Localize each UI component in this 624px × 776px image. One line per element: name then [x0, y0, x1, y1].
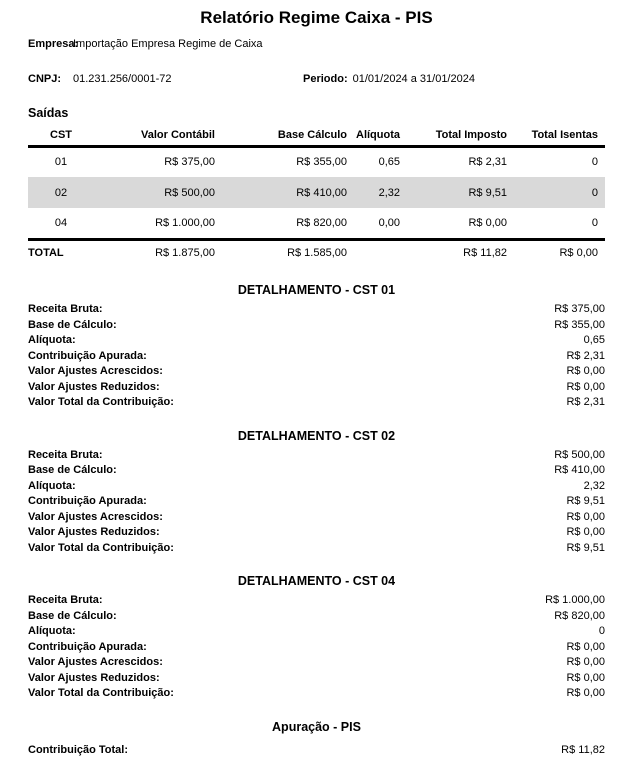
- cell-base-calculo: R$ 410,00: [296, 186, 347, 199]
- column-header-total-isentas: Total Isentas: [531, 129, 598, 142]
- cell-valor-contabil: R$ 500,00: [164, 186, 215, 199]
- cell-base-calculo: R$ 820,00: [296, 216, 347, 229]
- cell-total-isentas: 0: [591, 186, 598, 199]
- detail-line: [28, 655, 605, 671]
- cnpj-label: CNPJ:: [28, 73, 62, 85]
- detail-line: [28, 624, 605, 640]
- table-row-cst-02: [28, 177, 605, 208]
- total-label: TOTAL: [28, 246, 64, 259]
- detail-item-value: R$ 500,00: [554, 448, 605, 461]
- detail-line: [28, 743, 605, 759]
- detail-item-value: 2,32: [583, 479, 605, 492]
- detail-item-label: Alíquota:: [28, 625, 76, 637]
- detail-item-value: R$ 2,31: [566, 349, 605, 362]
- table-row-cst-01: [28, 146, 605, 177]
- detail-item-value: R$ 0,00: [566, 656, 605, 668]
- detail-item-value: R$ 11,82: [561, 743, 605, 756]
- detail-item-label: Valor Ajustes Acrescidos:: [28, 656, 163, 668]
- apuracao-heading: Apuração - PIS: [272, 719, 361, 734]
- periodo-value: 01/01/2024 a 31/01/2024: [352, 73, 475, 85]
- detail-line: [28, 302, 605, 318]
- detail-item-label: Receita Bruta:: [28, 303, 103, 315]
- apuracao-section: [28, 720, 605, 759]
- detail-item-value: 0,65: [583, 334, 605, 346]
- detail-item-value: R$ 9,51: [566, 541, 605, 554]
- detail-item-label: Contribuição Apurada:: [28, 495, 147, 507]
- detail-item-value: R$ 410,00: [554, 464, 605, 476]
- detail-item-label: Valor Total da Contribuição:: [28, 541, 174, 554]
- cnpj-periodo-row: [28, 72, 605, 86]
- detail-section-heading: DETALHAMENTO - CST 01: [237, 283, 396, 297]
- cell-cst: 04: [54, 216, 68, 229]
- detail-line: [28, 463, 605, 479]
- empresa-value: Importação Empresa Regime de Caixa: [73, 38, 263, 50]
- cell-total-isentas: 0: [591, 156, 598, 169]
- total-total-imposto: R$ 11,82: [463, 246, 507, 259]
- detail-line: [28, 380, 605, 396]
- detail-item-label: Alíquota:: [28, 479, 76, 492]
- detail-section-heading: DETALHAMENTO - CST 02: [237, 428, 396, 443]
- detail-line: [28, 349, 605, 365]
- detail-item-label: Contribuição Total:: [28, 743, 129, 756]
- detail-line: [28, 609, 605, 625]
- detail-line: [28, 395, 605, 411]
- empresa-row: [28, 37, 605, 51]
- total-total-isentas: R$ 0,00: [559, 246, 598, 259]
- detail-item-label: Valor Ajustes Reduzidos:: [28, 380, 160, 393]
- cell-total-isentas: 0: [591, 216, 598, 229]
- detail-item-label: Base de Cálculo:: [28, 609, 117, 622]
- total-valor-contabil: R$ 1.875,00: [155, 246, 215, 259]
- detail-item-value: R$ 0,00: [566, 671, 605, 684]
- detail-item-label: Valor Total da Contribuição:: [28, 396, 174, 408]
- detail-line: [28, 640, 605, 656]
- cell-total-imposto: R$ 9,51: [468, 186, 507, 199]
- detail-item-label: Alíquota:: [28, 334, 76, 346]
- detail-item-label: Valor Ajustes Acrescidos:: [28, 365, 163, 377]
- detail-item-label: Base de Cálculo:: [28, 318, 117, 331]
- detail-item-label: Valor Ajustes Reduzidos:: [28, 671, 160, 684]
- detail-item-label: Contribuição Apurada:: [28, 349, 147, 362]
- detail-item-label: Valor Ajustes Reduzidos:: [28, 526, 160, 538]
- cell-cst: 02: [54, 186, 68, 199]
- cell-aliquota: 2,32: [378, 186, 400, 199]
- cell-valor-contabil: R$ 1.000,00: [155, 216, 215, 229]
- detail-item-label: Valor Ajustes Acrescidos:: [28, 510, 163, 523]
- column-header-cst: CST: [50, 129, 72, 142]
- detail-item-label: Contribuição Apurada:: [28, 640, 147, 653]
- detail-item-value: R$ 2,31: [566, 396, 605, 408]
- detail-item-value: R$ 375,00: [554, 303, 605, 315]
- periodo-label: Periodo:: [303, 73, 348, 85]
- detail-line: [28, 494, 605, 510]
- detail-line: [28, 525, 605, 541]
- table-row-cst-04: [28, 208, 605, 239]
- detail-line: [28, 671, 605, 687]
- cell-cst: 01: [54, 156, 68, 169]
- column-header-total-imposto: Total Imposto: [435, 129, 507, 142]
- detail-item-value: 0: [598, 625, 605, 637]
- detail-item-value: R$ 0,00: [566, 640, 605, 653]
- detail-line: [28, 318, 605, 334]
- detail-line: [28, 593, 605, 609]
- detail-section-cst-01: [28, 283, 605, 411]
- detail-section-cst-02: [28, 429, 605, 557]
- cell-total-imposto: R$ 2,31: [468, 156, 507, 169]
- cnpj-value: 01.231.256/0001-72: [73, 73, 172, 85]
- detail-item-value: R$ 0,00: [566, 526, 605, 538]
- column-header-valor-contabil: Valor Contábil: [141, 129, 215, 142]
- detail-line: [28, 479, 605, 495]
- total-aliquota: [354, 239, 410, 265]
- empresa-label: Empresa:: [28, 38, 79, 50]
- detail-item-label: Base de Cálculo:: [28, 464, 117, 476]
- detail-item-value: R$ 9,51: [566, 495, 605, 507]
- detail-item-label: Valor Total da Contribuição:: [28, 687, 174, 699]
- detail-line: [28, 333, 605, 349]
- cell-valor-contabil: R$ 375,00: [164, 156, 215, 169]
- detail-item-value: R$ 820,00: [554, 609, 605, 622]
- total-base-calculo: R$ 1.585,00: [287, 246, 347, 259]
- detail-item-value: R$ 0,00: [566, 510, 605, 523]
- cell-total-imposto: R$ 0,00: [468, 216, 507, 229]
- detail-item-value: R$ 0,00: [566, 380, 605, 393]
- detail-section-heading: DETALHAMENTO - CST 04: [237, 574, 396, 588]
- detail-item-value: R$ 1.000,00: [545, 594, 605, 606]
- cell-aliquota: 0,00: [378, 216, 400, 229]
- detail-line: [28, 364, 605, 380]
- detail-line: [28, 448, 605, 464]
- saidas-header-row: [28, 126, 605, 146]
- detail-section-cst-04: [28, 574, 605, 702]
- saidas-heading: Saídas: [28, 106, 69, 120]
- detail-line: [28, 686, 605, 702]
- column-header-base-calculo: Base Cálculo: [277, 129, 347, 142]
- detail-line: [28, 541, 605, 557]
- detail-line: [28, 510, 605, 526]
- detail-item-label: Receita Bruta:: [28, 594, 103, 606]
- table-total-row: [28, 239, 605, 265]
- saidas-table: [28, 126, 605, 265]
- detail-item-value: R$ 355,00: [554, 318, 605, 331]
- column-header-aliquota: Alíquota: [356, 129, 400, 142]
- detail-item-label: Receita Bruta:: [28, 448, 103, 461]
- detail-item-value: R$ 0,00: [566, 365, 605, 377]
- detail-item-value: R$ 0,00: [566, 687, 605, 699]
- cell-base-calculo: R$ 355,00: [296, 156, 347, 169]
- cell-aliquota: 0,65: [378, 156, 400, 169]
- report-title: Relatório Regime Caixa - PIS: [200, 8, 433, 27]
